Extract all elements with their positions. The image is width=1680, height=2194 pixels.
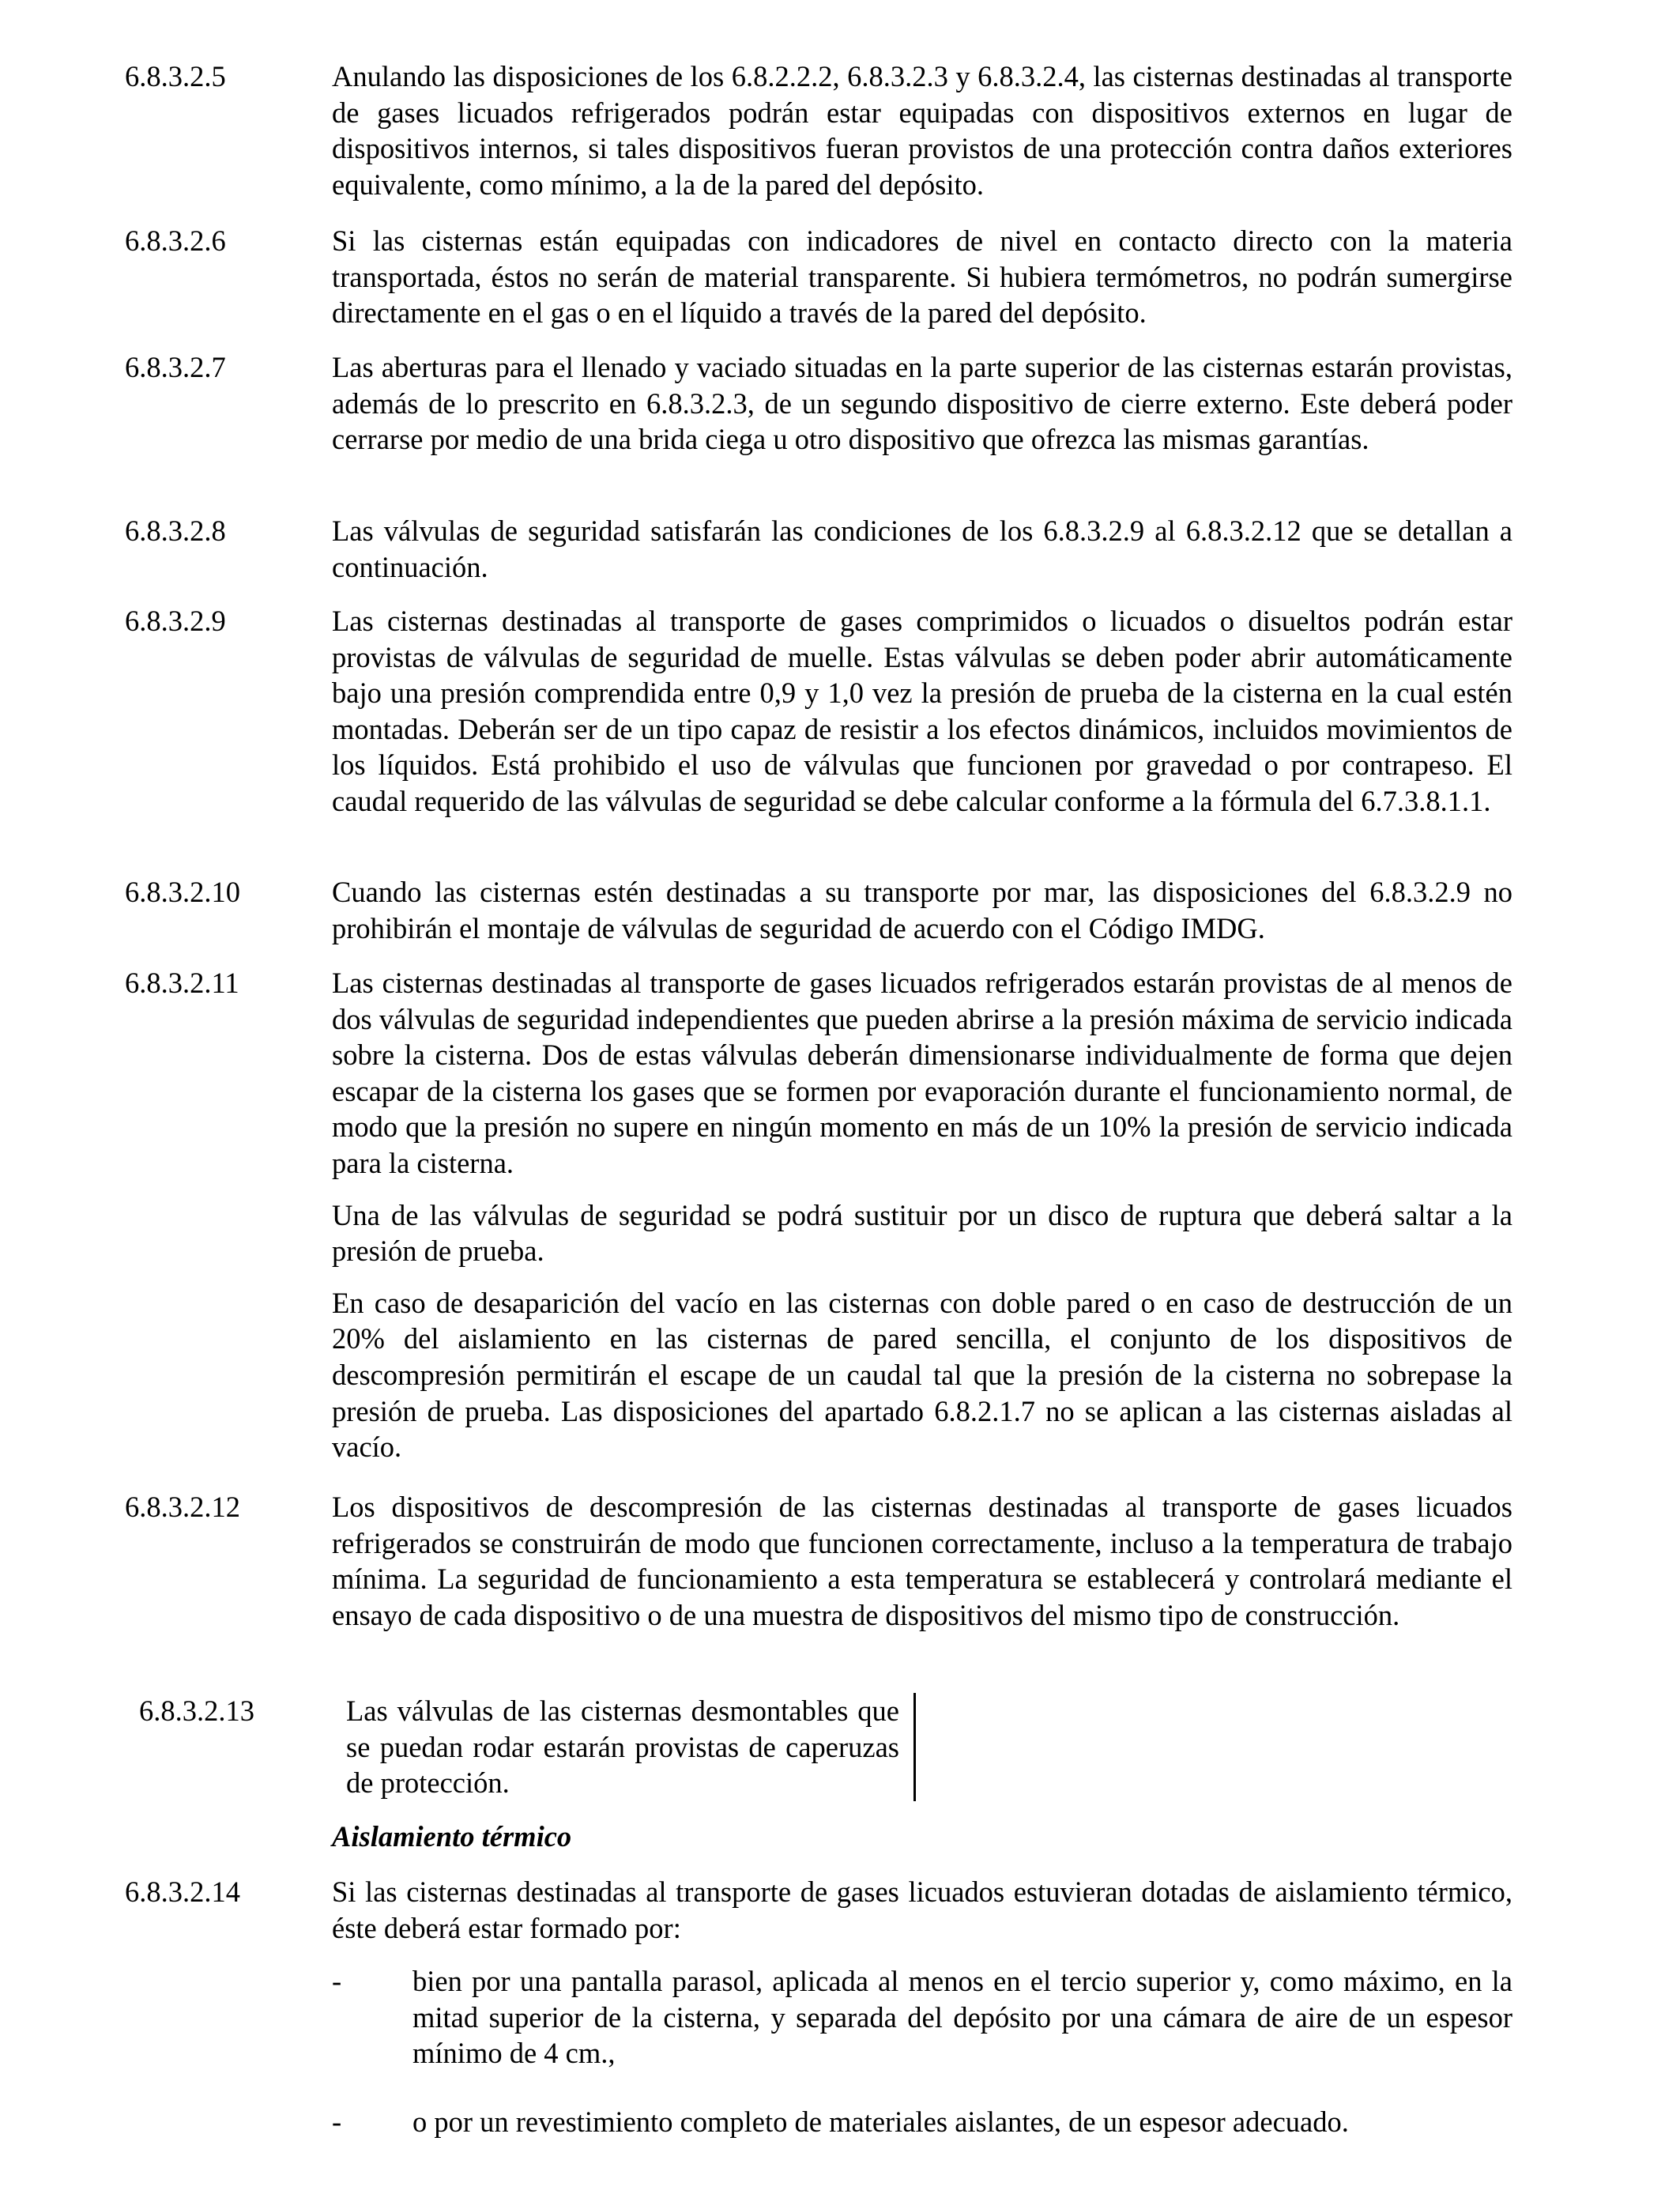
subheading-aislamiento-termico: Aislamiento térmico	[332, 1820, 572, 1853]
section-number: 6.8.3.2.10	[125, 876, 240, 908]
section-text: Si las cisternas están equipadas con indicadores de nivel en contacto directo con la materia transportada, éstos no serán de material transparente. Si hubiera termómetros, no podrán sumergirse directamente en el gas o en el líquido a través de la pared del depósito.	[332, 224, 1512, 330]
section-number: 6.8.3.2.9	[125, 605, 226, 637]
section-number: 6.8.3.2.11	[125, 967, 239, 999]
section-6-8-3-2-6	[125, 223, 1512, 331]
section-text-continued: Una de las válvulas de seguridad se podrá sustituir por un disco de ruptura que deberá saltar a la presión de prueba.	[332, 1198, 1512, 1268]
bullet-dash: -	[332, 2105, 342, 2138]
section-text: Los dispositivos de descompresión de las cisternas destinadas al transporte de gases licuados refrigerados se construirán de modo que funcionen correctamente, incluso a la temperatura de trabajo mínima. La seguridad de funcionamiento a esta temperatura se establecerá y controlará mediante el ensayo de cada dispositivo o de una muestra de dispositivos del mismo tipo de construcción.	[332, 1491, 1512, 1631]
list-item-text: bien por una pantalla parasol, aplicada al menos en el tercio superior y, como máximo, en la mitad superior de la cisterna, y separada del depósito por una cámara de aire de un espesor mínimo de 4 cm.,	[412, 1965, 1512, 2070]
section-text: Si las cisternas destinadas al transporte de gases licuados estuvieran dotadas de aislamiento térmico, éste deberá estar formado por:	[332, 1875, 1512, 1944]
list-item	[332, 1963, 1512, 2071]
section-6-8-3-2-9	[125, 603, 1512, 820]
section-text: Las aberturas para el llenado y vaciado situadas en la parte superior de las cisternas estarán provistas, además de lo prescrito en 6.8.3.2.3, de un segundo dispositivo de cierre externo. Este deberá poder cerrarse por medio de una brida ciega u otro dispositivo que ofrezca las mismas garantías.	[332, 351, 1512, 456]
section-number: 6.8.3.2.8	[125, 515, 226, 547]
section-text: Anulando las disposiciones de los 6.8.2.2.2, 6.8.3.2.3 y 6.8.3.2.4, las cisternas destinadas al transporte de gases licuados refrigerados podrán estar equipadas con dispositivos externos en lugar de dispositivos internos, si tales dispositivos fueran provistos de una protección contra daños exteriores equivalente, como mínimo, a la de la pared del depósito.	[332, 60, 1512, 201]
section-number: 6.8.3.2.13	[139, 1695, 254, 1727]
section-text-continued: En caso de desaparición del vacío en las cisternas con doble pared o en caso de destrucción de un 20% del aislamiento en las cisternas de pared sencilla, el conjunto de los dispositivos de descompresión permitirán el escape de un caudal tal que la presión de la cisterna no sobrepase la presión de prueba. Las disposiciones del apartado 6.8.2.1.7 no se aplican a las cisternas aisladas al vacío.	[332, 1286, 1512, 1464]
section-6-8-3-2-5	[125, 58, 1512, 202]
section-6-8-3-2-12	[125, 1489, 1512, 1633]
bullet-dash: -	[332, 1965, 342, 1997]
section-number: 6.8.3.2.12	[125, 1491, 240, 1523]
section-6-8-3-2-14	[125, 1874, 1512, 1946]
section-6-8-3-2-10	[125, 874, 1512, 946]
list-item-text: o por un revestimiento completo de materiales aislantes, de un espesor adecuado.	[412, 2105, 1349, 2138]
section-number: 6.8.3.2.6	[125, 224, 226, 257]
section-number: 6.8.3.2.14	[125, 1875, 240, 1908]
section-6-8-3-2-7	[125, 349, 1512, 458]
section-6-8-3-2-8	[125, 513, 1512, 585]
section-6-8-3-2-11	[125, 965, 1512, 1465]
section-text: Las válvulas de seguridad satisfarán las condiciones de los 6.8.3.2.9 al 6.8.3.2.12 que se detallan a continuación.	[332, 515, 1512, 583]
section-text: Cuando las cisternas estén destinadas a su transporte por mar, las disposiciones del 6.8.3.2.9 no prohibirán el montaje de válvulas de seguridad de acuerdo con el Código IMDG.	[332, 876, 1512, 944]
section-text-boxed: Las válvulas de las cisternas desmontables que se puedan rodar estarán provistas de caperuzas de protección.	[346, 1693, 916, 1801]
section-number: 6.8.3.2.7	[125, 351, 226, 383]
section-6-8-3-2-13	[139, 1693, 1087, 1801]
section-number: 6.8.3.2.5	[125, 60, 226, 92]
section-text: Las cisternas destinadas al transporte de gases licuados refrigerados estarán provistas de al menos de dos válvulas de seguridad independientes que pueden abrirse a la presión máxima de servicio indicada sobre la cisterna. Dos de estas válvulas deberán dimensionarse individualmente de forma que dejen escapar de la cisterna los gases que se formen por evaporación durante el funcionamiento normal, de modo que la presión no supere en ningún momento en más de un 10% la presión de servicio indicada para la cisterna.	[332, 967, 1512, 1179]
list-item	[332, 2104, 1512, 2140]
section-text: Las cisternas destinadas al transporte de gases comprimidos o licuados o disueltos podrán estar provistas de válvulas de seguridad de muelle. Estas válvulas se deben poder abrir automáticamente bajo una presión comprendida entre 0,9 y 1,0 vez la presión de prueba de la cisterna en la cual estén montadas. Deberán ser de un tipo capaz de resistir a los efectos dinámicos, incluidos movimientos de los líquidos. Está prohibido el uso de válvulas que funcionen por gravedad o por contrapeso. El caudal requerido de las válvulas de seguridad se debe calcular conforme a la fórmula del 6.7.3.8.1.1.	[332, 605, 1512, 817]
